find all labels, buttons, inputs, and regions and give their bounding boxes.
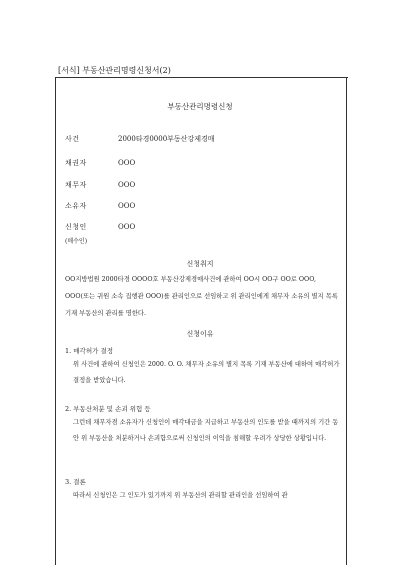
applicant-name: OOO (118, 223, 136, 231)
document-title: 부동산관리명령신청 (167, 102, 233, 111)
applicant-row (65, 222, 135, 232)
reason-2-title: 2. 부동산처분 및 손괴 위험 등 (65, 405, 151, 413)
case-number: 2000타경0000부동산강제경매 (118, 135, 215, 143)
debtor-name: OOO (118, 181, 136, 189)
owner-row (65, 201, 135, 211)
reason-1-text: 위 사건에 관하여 신청인은 2000. O. O. 채무자 소유의 별지 목록 기재 부동산에 대하여 매각허가결정을 받았습니다. (73, 361, 340, 384)
owner-name: OOO (118, 202, 136, 210)
case-label: 사건 (65, 135, 80, 143)
reason-1-title: 1. 매각허가 결정 (65, 347, 114, 355)
creditor-label: 채권자 (65, 159, 87, 167)
reason-2-text: 그런데 채무자겸 소유자가 신청인이 매각대금을 지급하고 부동산의 인도를 받을 때까지의 기간 동안 위 부동산을 처분하거나 손괴함으로써 신청인의 이익을 침해할 우려가 상당한 상황입니다. (73, 419, 339, 442)
purpose-heading: 신청취지 (186, 260, 214, 268)
debtor-row (65, 180, 135, 190)
applicant-note: (매수인) (65, 238, 88, 245)
creditor-name: OOO (118, 159, 136, 167)
applicant-label: 신청인 (65, 223, 87, 231)
creditor-row (65, 158, 135, 168)
form-caption: [서식] 부동산관리명령신청서(2) (58, 66, 171, 75)
reason-3-title: 3. 결론 (65, 478, 86, 486)
case-row (65, 134, 215, 144)
reason-3-text: 따라서 신청인은 그 인도가 있기까지 위 부동산의 관리할 관리인을 선임하여 관 (73, 492, 288, 499)
reason-heading: 신청이유 (186, 330, 214, 338)
debtor-label: 채무자 (65, 181, 87, 189)
purpose-text: OO지방법원 2000타경 OOOO호 부동산강제경매사건에 관하여 OO시 OO구 OO로 OOO, OOO(또는 귀원 소속 집행관 OOO)를 관리인으로 선임하고 위 관리인에게 채무자 소유의 별지 목록 기재 부동산의 관리를 명한다. (65, 276, 338, 317)
owner-label: 소유자 (65, 202, 87, 210)
